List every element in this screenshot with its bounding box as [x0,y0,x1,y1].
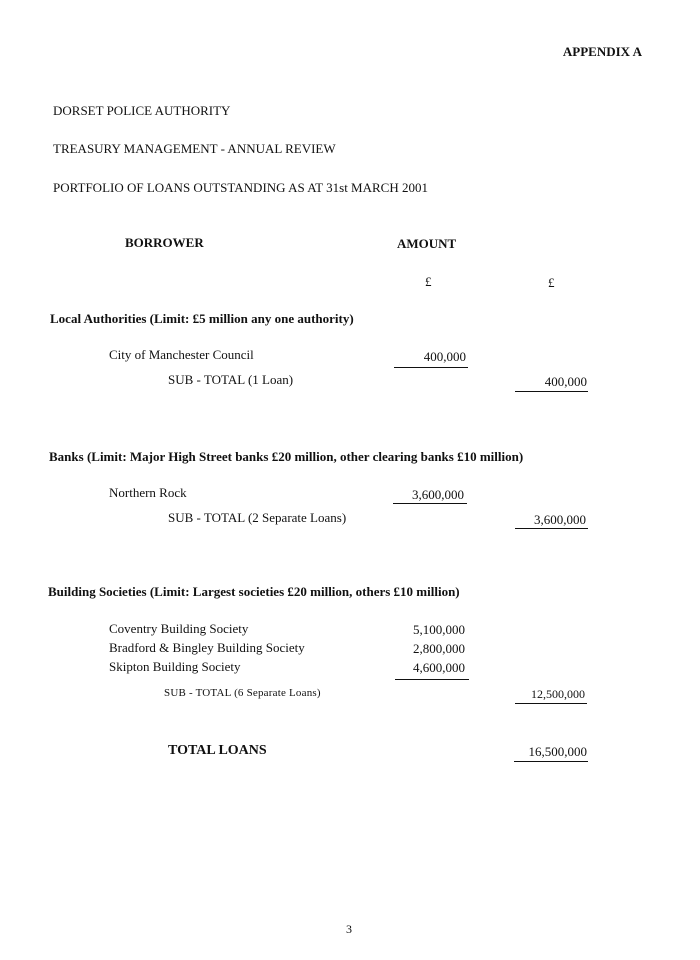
subtotal-label: SUB - TOTAL (2 Separate Loans) [168,510,347,525]
amount-column-header: AMOUNT [397,236,457,251]
subtotal-label: SUB - TOTAL (6 Separate Loans) [164,687,321,699]
section-title-banks: Banks (Limit: Major High Street banks £20 million, other clearing banks £10 million) [49,449,524,464]
loan-amount: 5,100,000 [413,622,465,637]
loan-amount: 400,000 [423,349,466,364]
borrower-name: Coventry Building Society [109,621,249,636]
subtotal-rule [515,703,587,704]
borrower-column-header: BORROWER [125,235,204,250]
subtotal-rule [515,391,588,392]
currency-symbol-individual: £ [425,274,432,289]
total-loans-value: 16,500,000 [528,744,587,759]
subtotal-label: SUB - TOTAL (1 Loan) [168,372,294,387]
section-title-building-societies: Building Societies (Limit: Largest societies £20 million, others £10 million) [48,584,460,599]
page-number: 3 [346,922,352,936]
borrower-name: City of Manchester Council [109,347,254,362]
underline-rule [395,679,469,680]
underline-rule [394,367,468,368]
subtotal-value: 12,500,000 [531,687,585,701]
subtotal-value: 3,600,000 [534,512,586,527]
borrower-name: Bradford & Bingley Building Society [109,640,305,655]
currency-symbol-subtotal: £ [548,275,555,290]
underline-rule [393,503,467,504]
borrower-name: Skipton Building Society [109,659,241,674]
borrower-name: Northern Rock [109,485,187,500]
total-rule [514,761,588,762]
total-loans-label: TOTAL LOANS [168,743,267,758]
authority-title: DORSET POLICE AUTHORITY [53,103,231,118]
appendix-label: APPENDIX A [562,44,642,59]
review-title: TREASURY MANAGEMENT - ANNUAL REVIEW [53,141,336,156]
section-title-local-authorities: Local Authorities (Limit: £5 million any one authority) [50,311,354,326]
loan-amount: 4,600,000 [413,660,465,675]
portfolio-title: PORTFOLIO OF LOANS OUTSTANDING AS AT 31st MARCH 2001 [53,180,428,195]
loan-amount: 3,600,000 [412,487,464,502]
subtotal-value: 400,000 [544,374,587,389]
loan-amount: 2,800,000 [413,641,465,656]
subtotal-rule [515,528,588,529]
